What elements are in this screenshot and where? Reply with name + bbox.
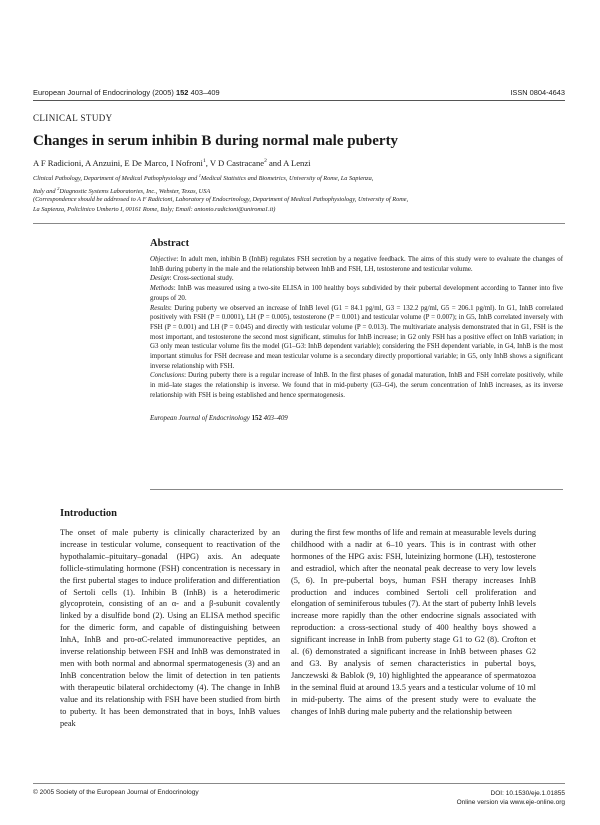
cite-volume: 152 bbox=[251, 414, 262, 422]
objective-text: : In adult men, inhibin B (InhB) regulates FSH secretion by a negative feedback. The aims of this study were to evaluate the changes of InhB during puberty in the male and the relationship between InhB and FSH, LH, testosterone and testicular volume. bbox=[150, 256, 563, 273]
design-text: : Cross-sectional study. bbox=[169, 275, 234, 283]
article-title: Changes in serum inhibin B during normal male puberty bbox=[33, 133, 399, 149]
affil-text-1: Clinical Pathology, Department of Medical Pathophysiology and bbox=[33, 175, 199, 183]
journal-pages: 403–409 bbox=[188, 88, 220, 97]
conclusions-text: : During puberty there is a regular increase of InhB. In the first phases of gonadal maturation, InhB and FSH correlate positively, while in mid–late stages the relationship is inverse. We found that in mid-puberty (G3–G4), the serum concentration of InhB increases, as its inverse relationship with FSH is being established and hence spermatogenesis. bbox=[150, 372, 563, 399]
abstract-objective bbox=[150, 255, 563, 274]
cite-journal: European Journal of Endocrinology bbox=[150, 414, 252, 422]
copyright: © 2005 Society of the European Journal of Endocrinology bbox=[33, 789, 199, 796]
authors bbox=[33, 158, 311, 168]
section-label: CLINICAL STUDY bbox=[33, 113, 113, 123]
footer-links bbox=[457, 789, 565, 807]
authors-sup1: 1 bbox=[202, 158, 206, 165]
affil-sup-1: 1 bbox=[198, 173, 202, 178]
intro-column-right bbox=[291, 527, 536, 718]
running-header bbox=[33, 88, 565, 104]
journal-citation bbox=[33, 88, 220, 97]
intro-column-left bbox=[60, 508, 280, 729]
abstract-heading: Abstract bbox=[150, 238, 190, 249]
abstract-design bbox=[150, 274, 563, 284]
abstract-methods bbox=[150, 284, 563, 303]
authors-part2: , V D Castracane bbox=[205, 158, 265, 168]
conclusions-label: Conclusions bbox=[150, 372, 185, 380]
affiliations bbox=[33, 171, 565, 196]
affil-text-1b: Medical Statistics and Biometrics, University of Rome, La Sapienza, bbox=[201, 175, 374, 183]
abstract-citation bbox=[150, 415, 563, 422]
design-label: Design bbox=[150, 275, 170, 283]
intro-paragraph-left: The onset of male puberty is clinically characterized by an increase in testicular volume, consequent to reactivation of the hypothalamic–pituitary–gonadal (HPG) axis. An adequate follicle-stimulating hormone (FSH) concentration is necessary in the first pubertal stages to induce proliferation and differentiation of Sertoli cells (1). Inhibin B (InhB) is a heterodimeric glycoprotein, consisting of an α- and a β-subunit covalently linked by a disulfide bond (2). Using an ELISA method specific for the dimeric form, and capable of distinguishing between InhA, InhB and pro-αC-related immunoreactive peptides, an inverse relationship between FSH and InhB was demonstrated in men with both normal and abnormal spermatogenesis (3) and an InhB concentration below the limit of detection in ten patients with therapeutic bilateral orchidectomy (4). The change in InhB value and its relationship with FSH have been studied from birth to puberty. It has been demonstrated that in boys, InhB values peak bbox=[60, 528, 280, 728]
correspondence-rule bbox=[33, 223, 565, 224]
intro-heading: Introduction bbox=[60, 508, 117, 519]
affil-sup-2: 2 bbox=[57, 185, 60, 191]
affil-text-2b: Diagnostic Systems Laboratories, Inc., Webster, Texas, USA bbox=[59, 187, 211, 195]
abstract-section bbox=[150, 238, 563, 422]
abstract-rule bbox=[150, 489, 563, 490]
cite-pages: 403–409 bbox=[261, 414, 288, 422]
abstract-conclusions bbox=[150, 371, 563, 400]
intro-paragraph-right: during the first few months of life and remain at measurable levels during childhood with a nadir at 6–10 years. This is in contrast with other hormones of the HPG axis: FSH, luteinizing hormone (LH), testosterone and estradiol, which after the neonatal peak decrease to very low levels (5, 6). In pre-pubertal boys, human FSH therapy increases InhB production and induces combined Sertoli cell proliferation and elongation of seminiferous tubules (7). At the start of puberty InhB levels increase more rapidly than the other endocrine signals associated with reproduction: a cross-sectional study of 400 healthy boys showed a significant increase in InhB from puberty stage G1 to G2 (8). Crofton et al. (6) demonstrated a significant increase in InhB between phases G2 and G3. By analysis of semen characteristics in pubertal boys, Janczewski & Bablok (9, 10) highlighted the appearance of spermatozoa in the seminal fluid at around 13.5 years and a testicular volume of 10 ml in mid-puberty. The aims of the present study were to evaluate the changes of InhB during male puberty and the relationship between bbox=[291, 528, 536, 716]
online-version[interactable]: Online version via www.eje-online.org bbox=[456, 799, 565, 806]
affiliation-line-1 bbox=[33, 171, 565, 184]
authors-part3: and A Lenzi bbox=[266, 158, 311, 168]
authors-part1: A F Radicioni, A Anzuini, E De Marco, I Nofroni bbox=[33, 158, 203, 168]
issn: ISSN 0804-4643 bbox=[510, 88, 565, 97]
results-label: Results bbox=[150, 304, 170, 312]
intro-left-body bbox=[60, 527, 280, 729]
journal-name: European Journal of Endocrinology (2005) bbox=[33, 88, 176, 97]
correspondence-line-1: (Correspondence should be addressed to A F Radicioni, Laboratory of Endocrinology, Department of Medical Pathophysiology, University of Rome, bbox=[33, 196, 409, 203]
header-rule bbox=[33, 100, 565, 101]
authors-sup2: 2 bbox=[264, 158, 267, 165]
abstract-results bbox=[150, 304, 563, 372]
journal-volume: 152 bbox=[175, 88, 189, 97]
objective-label: Objective bbox=[150, 256, 177, 263]
methods-label: Methods bbox=[150, 285, 174, 293]
methods-text: : InhB was measured using a two-site ELISA in 100 healthy boys subdivided by their pubertal development according to Tanner into five groups of 20. bbox=[150, 285, 563, 302]
footer-rule bbox=[33, 783, 565, 784]
intro-right-body bbox=[291, 527, 536, 718]
results-text: : During puberty we observed an increase of InhB level (G1 = 84.1 pg/ml, G3 = 132.2 pg/ml, G5 = 206.1 pg/ml). In G1, InhB correlated positively with FSH (P = 0.0001), LH (P = 0.005), testosterone (P = 0.001) and testicular volume (P = 0.007); in G5, InhB correlated inversely with FSH (P = 0.001) and LH (P = 0.045) and directly with testicular volume (P = 0.013). The multivariate analysis demonstrated that in G1, FSH is the most important, and testosterone the second most significant, stimulus for InhB increase; in G2 only FSH has a positive effect on InhB variation; in G3 only mean testicular volume fits the model (G1–G3: InhB dependent variable); considering the FSH dependent variable, in G4, InhB is the most important stimulus for FSH decrease and mean testicular volume is a secondary directly proportional variable; in G5, only InhB shows a significant inverse relationship with FSH. bbox=[150, 304, 563, 370]
doi: DOI: 10.1530/eje.1.01855 bbox=[490, 790, 565, 797]
correspondence-line-2: La Sapienza, Policlinico Umberto I, 00161 Rome, Italy; Email: antonio.radicioni@uniroma1.it) bbox=[33, 205, 276, 213]
correspondence bbox=[33, 195, 565, 214]
affil-text-2: Italy and bbox=[33, 187, 58, 195]
